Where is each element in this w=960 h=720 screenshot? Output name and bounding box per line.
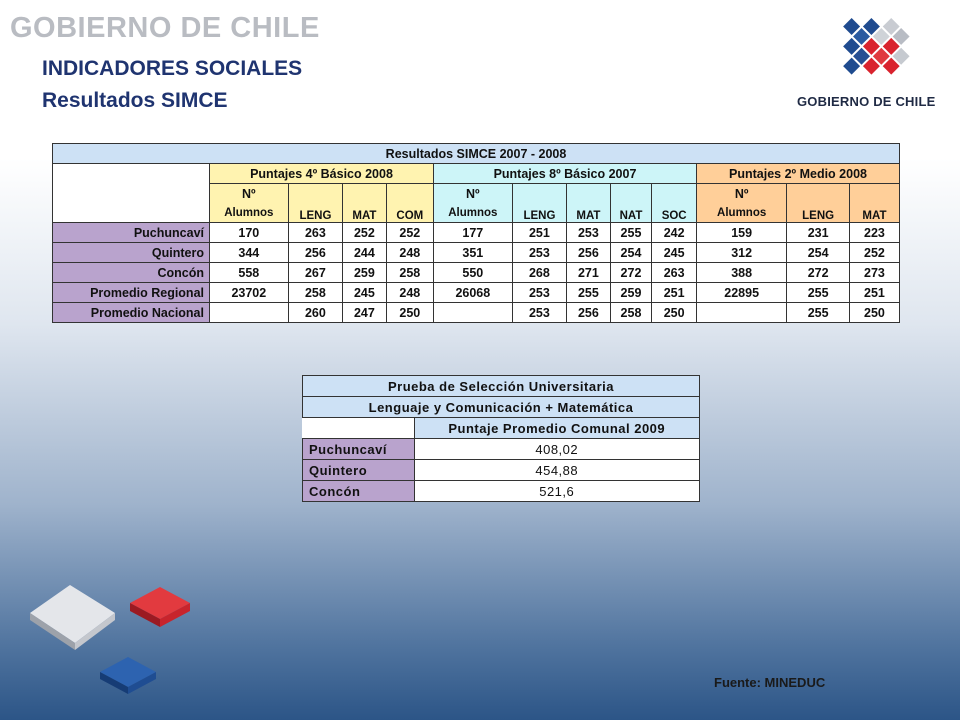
row-label: Concón xyxy=(303,481,415,502)
table-cell: 247 xyxy=(343,303,386,323)
table-cell: 253 xyxy=(567,223,610,243)
table-cell xyxy=(696,303,786,323)
table-row xyxy=(53,243,900,263)
logo-text: GOBIERNO DE CHILE xyxy=(797,94,936,109)
table-row xyxy=(53,303,900,323)
table-cell: 250 xyxy=(652,303,697,323)
table-cell: 231 xyxy=(787,223,850,243)
simce-table-body xyxy=(53,223,900,323)
group-header-8basico: Puntajes 8º Básico 2007 xyxy=(434,164,697,184)
gobierno-title: GOBIERNO DE CHILE xyxy=(10,12,320,44)
table-cell: 312 xyxy=(696,243,786,263)
psu-column-header: Puntaje Promedio Comunal 2009 xyxy=(414,418,700,439)
simce-results-table xyxy=(52,143,900,323)
table-cell: 253 xyxy=(512,283,567,303)
table-row xyxy=(53,223,900,243)
psu-table xyxy=(302,375,700,502)
table-cell: 255 xyxy=(610,223,652,243)
table-cell: 272 xyxy=(610,263,652,283)
group-header-2medio: Puntajes 2º Medio 2008 xyxy=(696,164,899,184)
row-header-blank xyxy=(53,164,210,223)
subject-header: COM xyxy=(386,184,433,223)
table-cell: 253 xyxy=(512,303,567,323)
subject-header: MAT xyxy=(567,184,610,223)
table-cell: 271 xyxy=(567,263,610,283)
table-cell: 223 xyxy=(849,223,899,243)
page-subtitle: Resultados SIMCE xyxy=(42,89,228,112)
psu-title: Prueba de Selección Universitaria xyxy=(303,376,700,397)
subject-header: LENG xyxy=(288,184,343,223)
table-cell: 251 xyxy=(652,283,697,303)
row-label: Puchuncaví xyxy=(303,439,415,460)
table-cell: 255 xyxy=(567,283,610,303)
table-cell: 388 xyxy=(696,263,786,283)
subject-header: NAT xyxy=(610,184,652,223)
table-cell: 256 xyxy=(567,243,610,263)
table-cell: 454,88 xyxy=(414,460,700,481)
table-cell: 248 xyxy=(386,283,433,303)
table-cell: 251 xyxy=(512,223,567,243)
table-cell: 550 xyxy=(434,263,513,283)
row-label: Concón xyxy=(53,263,210,283)
table-cell: 256 xyxy=(288,243,343,263)
table-cell: 253 xyxy=(512,243,567,263)
table-cell: 263 xyxy=(652,263,697,283)
table-cell: 250 xyxy=(386,303,433,323)
table-cell: 344 xyxy=(210,243,289,263)
table-cell: 177 xyxy=(434,223,513,243)
table-row xyxy=(53,263,900,283)
row-label: Promedio Nacional xyxy=(53,303,210,323)
subject-header: SOC xyxy=(652,184,697,223)
table-cell: 252 xyxy=(849,243,899,263)
table-row xyxy=(303,460,700,481)
table-cell: 245 xyxy=(343,283,386,303)
table-cell: 242 xyxy=(652,223,697,243)
table-cell: 258 xyxy=(610,303,652,323)
table-cell: 351 xyxy=(434,243,513,263)
subject-header: LENG xyxy=(512,184,567,223)
subject-header: MAT xyxy=(849,184,899,223)
table-cell: 268 xyxy=(512,263,567,283)
table-cell: 159 xyxy=(696,223,786,243)
row-label: Quintero xyxy=(303,460,415,481)
table-cell: 254 xyxy=(610,243,652,263)
alumnos-label-8: Alumnos xyxy=(434,203,513,223)
table-cell: 272 xyxy=(787,263,850,283)
table-cell: 258 xyxy=(288,283,343,303)
page-title: INDICADORES SOCIALES xyxy=(42,57,303,80)
table-cell: 170 xyxy=(210,223,289,243)
alumnos-label-2m: Alumnos xyxy=(696,203,786,223)
table-cell: 244 xyxy=(343,243,386,263)
table-cell xyxy=(434,303,513,323)
table-cell: 23702 xyxy=(210,283,289,303)
table-row xyxy=(303,481,700,502)
psu-table-body xyxy=(303,439,700,502)
n-label-2m: Nº xyxy=(696,184,786,204)
table-cell: 521,6 xyxy=(414,481,700,502)
group-header-4basico: Puntajes 4º Básico 2008 xyxy=(210,164,434,184)
table-cell: 26068 xyxy=(434,283,513,303)
alumnos-label-4: Alumnos xyxy=(210,203,289,223)
table-cell: 248 xyxy=(386,243,433,263)
table-cell: 22895 xyxy=(696,283,786,303)
table-cell: 250 xyxy=(849,303,899,323)
table-cell: 558 xyxy=(210,263,289,283)
table-cell: 267 xyxy=(288,263,343,283)
subject-header: MAT xyxy=(343,184,386,223)
table-cell: 251 xyxy=(849,283,899,303)
table-cell: 245 xyxy=(652,243,697,263)
n-label-4: Nº xyxy=(210,184,289,204)
table-cell xyxy=(210,303,289,323)
decorative-cubes-icon xyxy=(20,575,210,705)
row-label: Puchuncaví xyxy=(53,223,210,243)
row-label: Quintero xyxy=(53,243,210,263)
row-label: Promedio Regional xyxy=(53,283,210,303)
table-cell: 252 xyxy=(386,223,433,243)
table-cell: 273 xyxy=(849,263,899,283)
table-cell: 255 xyxy=(787,283,850,303)
table-cell: 259 xyxy=(343,263,386,283)
table-cell: 255 xyxy=(787,303,850,323)
table-cell: 252 xyxy=(343,223,386,243)
table-cell: 263 xyxy=(288,223,343,243)
table-row xyxy=(53,283,900,303)
table-cell: 259 xyxy=(610,283,652,303)
table-cell: 254 xyxy=(787,243,850,263)
table-cell: 256 xyxy=(567,303,610,323)
psu-subtitle: Lenguaje y Comunicación + Matemática xyxy=(303,397,700,418)
table-cell: 258 xyxy=(386,263,433,283)
simce-table-title: Resultados SIMCE 2007 - 2008 xyxy=(53,144,900,164)
subject-header: LENG xyxy=(787,184,850,223)
psu-blank-cell xyxy=(303,418,415,439)
table-cell: 260 xyxy=(288,303,343,323)
table-row xyxy=(303,439,700,460)
source-note: Fuente: MINEDUC xyxy=(714,675,826,690)
n-label-8: Nº xyxy=(434,184,513,204)
table-cell: 408,02 xyxy=(414,439,700,460)
